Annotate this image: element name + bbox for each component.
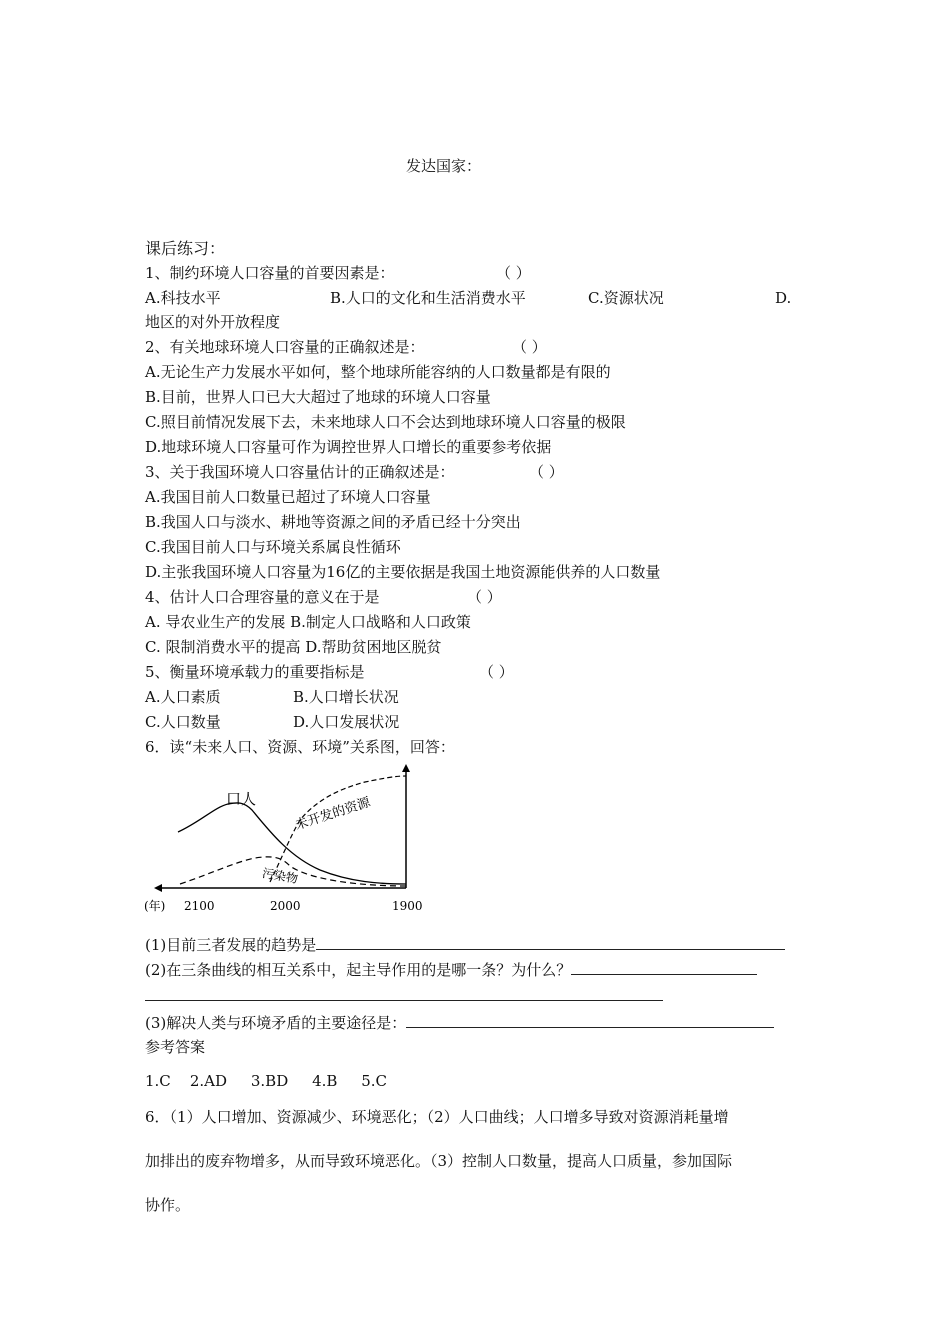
q2-option-b: B.目前，世界人口已大大超过了地球的环境人口容量: [145, 388, 491, 406]
q3-option-b: B.我国人口与淡水、耕地等资源之间的矛盾已经十分突出: [145, 513, 521, 531]
q5-option-c: C.人口数量: [145, 713, 221, 731]
relationship-figure: [140, 762, 440, 922]
resources-curve: [270, 776, 406, 882]
subq3-text: (3)解决人类与环境矛盾的主要途径是：: [145, 1014, 407, 1032]
answers-title: 参考答案: [145, 1038, 206, 1056]
q2-option-c: C.照目前情况发展下去，未来地球人口不会达到地球环境人口容量的极限: [145, 413, 626, 431]
answers-q6-line2: 加排出的废弃物增多，从而导致环境恶化。（3）控制人口数量，提高人口质量，参加国际: [145, 1152, 733, 1170]
pollution-label: 污染物: [261, 865, 299, 887]
q4-option-ab: A. 导农业生产的发展 B.制定人口战略和人口政策: [145, 613, 471, 631]
q3-stem: 3、关于我国环境人口容量估计的正确叙述是：: [145, 463, 455, 481]
q1-option-c: C.资源状况: [588, 289, 664, 307]
q5-stem: 5、衡量环境承载力的重要指标是: [145, 663, 365, 681]
q2-option-a: A.无论生产力发展水平如何，整个地球所能容纳的人口数量都是有限的: [145, 363, 611, 381]
x-tick-2100: 2100: [184, 899, 215, 913]
q6-stem: 6．读“未来人口、资源、环境”关系图，回答：: [145, 738, 455, 756]
subq2-text: (2)在三条曲线的相互关系中，起主导作用的是哪一条？为什么？: [145, 961, 572, 979]
x-tick-2000: 2000: [270, 899, 301, 913]
q1-option-b: B.人口的文化和生活消费水平: [330, 289, 526, 307]
answers-mc: 1.C 2.AD 3.BD 4.B 5.C: [145, 1072, 388, 1090]
x-tick-year: (年): [144, 899, 166, 913]
q2-option-d: D.地球环境人口容量可作为调控世界人口增长的重要参考依据: [145, 438, 552, 456]
answers-q6-line1: 6．（1）人口增加、资源减少、环境恶化；（2）人口曲线；人口增多导致对资源消耗量增: [145, 1108, 729, 1126]
q1-option-a: A.科技水平: [145, 289, 221, 307]
top-text: 发达国家：: [406, 157, 482, 175]
subq2: [145, 960, 757, 979]
q3-option-a: A.我国目前人口数量已超过了环境人口容量: [145, 488, 431, 506]
q5-paren: （ ）: [479, 663, 514, 681]
q2-stem: 2、有关地球环境人口容量的正确叙述是：: [145, 338, 425, 356]
q1-stem: 1、制约环境人口容量的首要因素是：: [145, 264, 395, 282]
subq1: [145, 935, 785, 954]
resources-label: 未开发的资源: [293, 795, 373, 834]
section-title: 课后练习：: [145, 239, 226, 258]
q4-stem: 4、估计人口合理容量的意义在于是: [145, 588, 380, 606]
population-label: 口人: [226, 790, 257, 808]
q4-paren: （ ）: [467, 588, 502, 606]
figure-y-arrow: [402, 764, 410, 772]
subq3-answer-blank[interactable]: [406, 1013, 774, 1028]
x-tick-1900: 1900: [392, 899, 423, 913]
q2-paren: （ ）: [512, 338, 547, 356]
q3-paren: （ ）: [529, 463, 564, 481]
q1-option-d: D.: [775, 289, 792, 307]
q5-option-b: B.人口增长状况: [293, 688, 399, 706]
q1-option-d-cont: 地区的对外开放程度: [145, 313, 281, 331]
answers-q6-line3: 协作。: [145, 1196, 191, 1214]
q5-option-d: D.人口发展状况: [293, 713, 400, 731]
q4-option-cd: C. 限制消费水平的提高 D.帮助贫困地区脱贫: [145, 638, 442, 656]
q5-option-a: A.人口素质: [145, 688, 221, 706]
subq3: [145, 1013, 774, 1032]
subq1-text: (1)目前三者发展的趋势是: [145, 936, 317, 954]
subq2-answer-blank-2[interactable]: [145, 986, 663, 1001]
figure-x-arrow: [154, 884, 162, 892]
q1-paren: （ ）: [496, 264, 531, 282]
q3-option-d: D.主张我国环境人口容量为16亿的主要依据是我国土地资源能供养的人口数量: [145, 563, 661, 581]
q3-option-c: C.我国目前人口与环境关系属良性循环: [145, 538, 401, 556]
subq1-answer-blank[interactable]: [316, 935, 785, 950]
subq2-answer-blank[interactable]: [571, 960, 757, 975]
